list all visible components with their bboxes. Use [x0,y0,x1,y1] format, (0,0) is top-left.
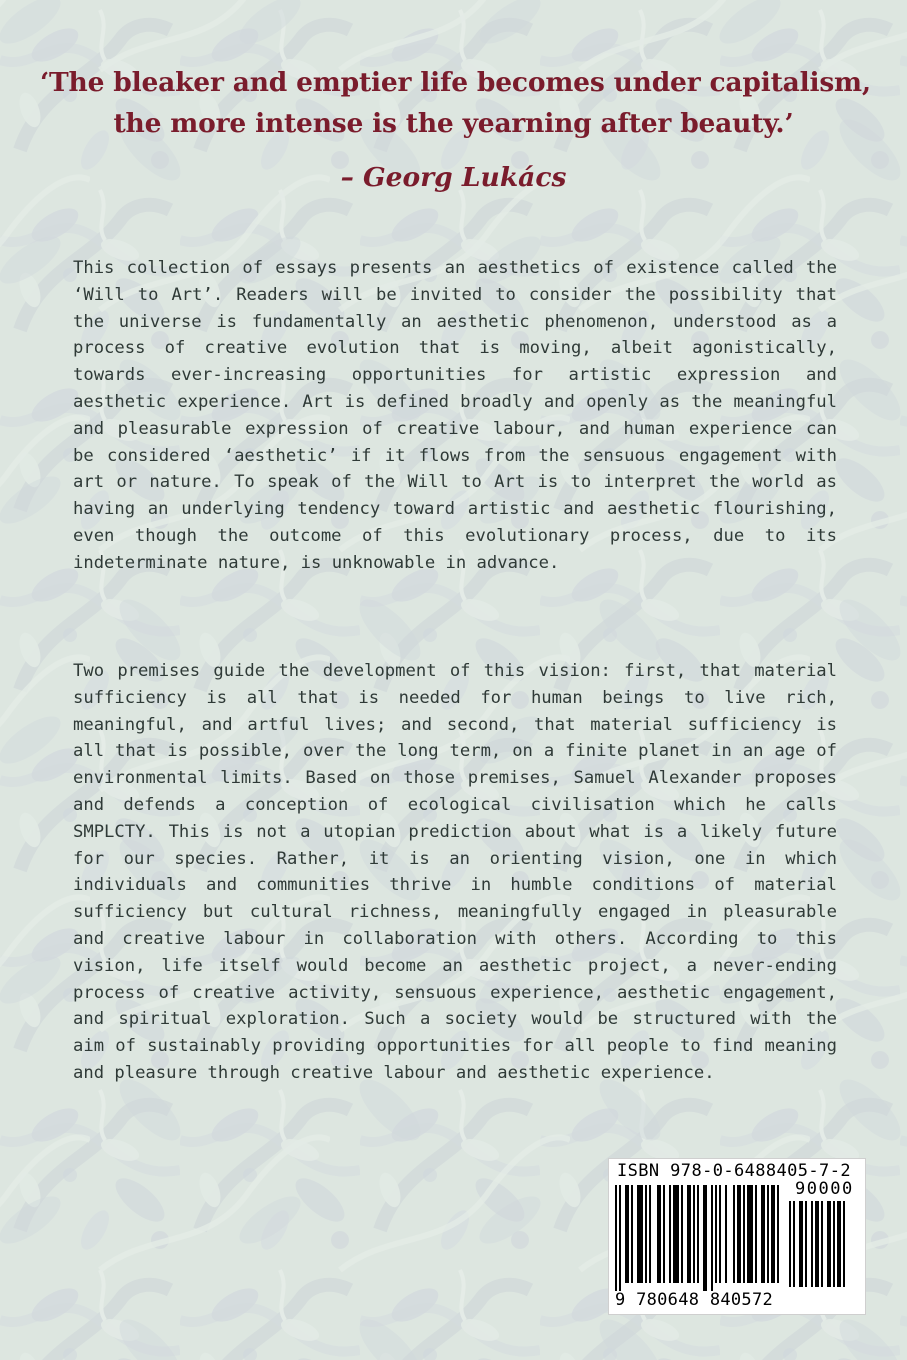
blurb-paragraph-1 [73,255,837,577]
barcode-bar [697,1185,699,1283]
barcode-bar [725,1185,727,1283]
barcode-bar [777,1185,779,1283]
barcode-bar [657,1185,661,1283]
barcode-bar [843,1201,845,1287]
barcode-bar [637,1185,643,1283]
barcode-bar [805,1201,807,1287]
quote-attribution: – Georg Lukács [340,162,567,193]
barcode-bar [767,1185,769,1283]
barcode-bar [827,1201,831,1287]
barcode-bar [673,1185,679,1283]
barcode-bar [631,1185,633,1283]
ean-digits: 9 780648 840572 [615,1290,774,1310]
barcode-bar [833,1201,835,1287]
barcode-bar [811,1201,813,1287]
barcode-bar [815,1201,819,1287]
barcode-guard-bar [711,1185,713,1291]
barcode-bar [719,1185,721,1283]
barcode-bar [755,1185,757,1283]
barcode-guard-bar [615,1185,617,1291]
barcode-bar [733,1185,735,1283]
barcode-bar [669,1185,671,1283]
barcode-bar [645,1185,647,1283]
barcode-bar [793,1201,795,1287]
epigraph-quote [40,62,871,144]
price-code-label: 90000 [795,1179,854,1199]
barcode-bar [821,1201,823,1287]
barcode-bar [799,1201,803,1287]
blurb-paragraph-2-text: Two premises guide the development of this vision: first, that material sufficiency is all that is needed for human beings to live rich, meaningful, and artful lives; and second, that material sufficiency is all that is possible, over the long term, on a finite planet in an age of environmental limits. Based on those premises, Samuel Alexander proposes and defends a conception of ecological civilisation which he calls SMPLCTY. This is not a utopian prediction about what is a likely future for our species. Rather, it is an orienting vision, one in which individuals and communities thrive in humble conditions of material sufficiency but cultural richness, meaningfully engaged in pleasurable and creative labour in collaboration with others. According to this vision, life itself would become an aesthetic project, a never-ending process of creative activity, sensuous experience, aesthetic engagement, and spiritual exploration. Such a society would be structured with the aim of sustainably providing opportunities for all people to find meaning and pleasure through creative labour and aesthetic experience. [73,661,837,1083]
ean-barcode-bars [615,1185,785,1295]
barcode-guard-bar [703,1185,707,1291]
barcode-bar [743,1185,745,1283]
barcode-bar [771,1185,775,1283]
barcode-guard-bar [619,1185,621,1291]
barcode-bar [663,1185,665,1283]
barcode-bar [625,1185,629,1283]
barcode-bar [837,1201,841,1287]
barcode-bar [681,1185,683,1283]
blurb-paragraph-1-text: This collection of essays presents an aesthetics of existence called the ‘Will to Art’. Readers will be invited to consider the possibility that the universe is fundamentally an aesthetic phenomenon, understood as a process of creative evolution that is moving, albeit agonistically, towards ever-increasing opportunities for artistic expression and aesthetic experience. Art is defined broadly and openly as the meaningful and pleasurable expression of creative labour, and human experience can be considered ‘aesthetic’ if it flows from the sensuous engagement with art or nature. To speak of the Will to Art is to interpret the world as having an underlying tendency toward artistic and aesthetic flourishing, even though the outcome of this evolutionary process, due to its indeterminate nature, is unknowable in advance. [73,258,837,573]
barcode-bar [649,1185,651,1283]
price-addon-bars [789,1201,855,1287]
barcode-bar [737,1185,741,1283]
isbn-label: ISBN 978-0-6488405-7-2 [617,1161,851,1181]
isbn-barcode [608,1158,866,1315]
barcode-bar [789,1201,791,1287]
barcode-bar [747,1185,753,1283]
barcode-bar [715,1185,717,1283]
barcode-bar [761,1185,765,1283]
barcode-bar [693,1185,695,1283]
blurb-paragraph-2 [73,658,837,1087]
quote-line-2: the more intense is the yearning after beauty.’ [113,108,794,139]
barcode-bar [687,1185,691,1283]
quote-line-1: ‘The bleaker and emptier life becomes under capitalism, [40,67,871,98]
